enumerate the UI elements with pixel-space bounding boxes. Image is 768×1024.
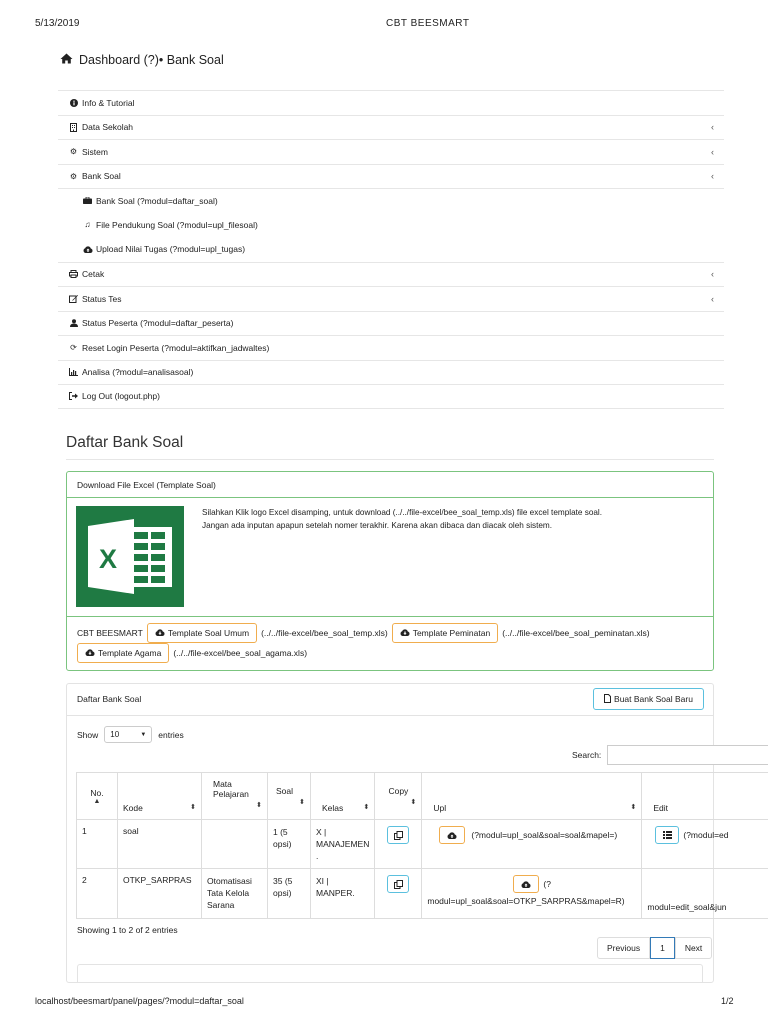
cell-text: XI | [316, 876, 329, 886]
sort-icon: ⬍ [630, 804, 637, 811]
cell-text: Tata Kelola [207, 888, 250, 898]
column-header-label: Kode [123, 803, 143, 813]
cell-text: . [316, 851, 319, 861]
cell-text: 35 (5 [273, 876, 293, 886]
menu-item-bank-soal[interactable] [58, 164, 724, 189]
col-soal[interactable] [268, 773, 311, 820]
sort-icon: ⬍ [299, 799, 305, 806]
submenu-item-file-pendukung[interactable] [58, 213, 724, 238]
cloud-download-icon [155, 628, 165, 638]
col-upl[interactable] [422, 773, 642, 820]
column-header-label: Copy [388, 786, 409, 796]
app-label: CBT BEESMART [77, 628, 143, 638]
menu-label: Info & Tutorial [82, 97, 135, 108]
cell-kelas [311, 869, 375, 919]
excel-logo-letter: X [99, 544, 118, 574]
edit-icon [68, 295, 79, 303]
building-icon [68, 123, 79, 132]
download-info-line2: Jangan ada inputan apapun setelah nomer terakhir. Karena akan dibaca dan diacak oleh sistem. [202, 520, 553, 530]
cell-no: 2 [77, 869, 118, 919]
template-umum-path: (../../file-excel/bee_soal_temp.xls) [261, 628, 388, 638]
download-info-line1: Silahkan Klik logo Excel disamping, untuk download (../../file-excel/bee_soal_temp.xls) file excel template soal. [202, 508, 603, 517]
menu-label: Upload Nilai Tugas (?modul=upl_tugas) [96, 244, 246, 255]
pagination [597, 937, 712, 959]
menu-label: Bank Soal [82, 171, 121, 182]
refresh-icon: ⟳ [70, 343, 77, 353]
template-peminatan-button[interactable] [392, 623, 499, 643]
menu-item-cetak[interactable] [58, 262, 724, 287]
chevron-left-icon: ‹ [711, 171, 714, 182]
cell-mapel [202, 869, 268, 919]
gear-icon: ⚙ [69, 171, 78, 181]
cell-kelas [311, 820, 375, 869]
cell-edit [642, 820, 768, 869]
column-header-label: Kelas [322, 803, 344, 813]
print-url: localhost/beesmart/panel/pages/?modul=daftar_soal [35, 996, 244, 1006]
button-label: Template Agama [98, 648, 162, 658]
copy-icon [394, 831, 403, 840]
divider [66, 616, 714, 617]
user-icon [68, 319, 79, 327]
search-input[interactable] [607, 745, 768, 765]
sort-icon: ⬍ [410, 799, 417, 806]
menu-label: Log Out (logout.php) [82, 391, 160, 402]
sort-icon: ⬍ [256, 802, 262, 809]
column-header-label: Edit [653, 803, 669, 813]
submenu-item-upload-nilai[interactable] [58, 237, 724, 262]
chevron-left-icon: ‹ [711, 146, 714, 157]
section-title: Daftar Bank Soal [66, 434, 184, 451]
chevron-left-icon: ‹ [711, 293, 714, 304]
template-soal-umum-button[interactable] [147, 623, 257, 643]
cell-text: MANAJEMEN [316, 839, 370, 849]
breadcrumb [60, 53, 224, 67]
button-label: Buat Bank Soal Baru [614, 694, 693, 704]
column-header-label: Pelajaran [213, 789, 249, 799]
search-label: Search: [572, 750, 602, 760]
column-header-label: No. [90, 787, 104, 798]
entries-select[interactable] [104, 726, 152, 743]
menu-label: Bank Soal (?modul=daftar_soal) [96, 195, 218, 206]
cell-text: Otomatisasi [207, 876, 252, 886]
table-info: Showing 1 to 2 of 2 entries [77, 925, 178, 935]
nav-menu [58, 90, 724, 409]
menu-label: Analisa (?modul=analisasoal) [82, 367, 194, 378]
chevron-left-icon: ‹ [711, 269, 714, 280]
menu-label: Reset Login Peserta (?modul=aktifkan_jadwaltes) [82, 342, 270, 353]
menu-item-reset-login[interactable] [58, 335, 724, 360]
menu-item-info[interactable] [58, 90, 724, 115]
music-icon: ♫ [84, 220, 91, 230]
print-date: 5/13/2019 [35, 18, 80, 29]
menu-item-analisa[interactable] [58, 360, 724, 385]
entries-label: entries [158, 729, 184, 740]
menu-item-logout[interactable] [58, 384, 724, 409]
cell-upl [422, 869, 642, 919]
cell-soal [268, 820, 311, 869]
new-bank-soal-button[interactable] [593, 688, 704, 710]
template-agama-path: (../../file-excel/bee_soal_agama.xls) [173, 648, 308, 658]
cell-text: 1 (5 [273, 827, 288, 837]
cell-no: 1 [77, 820, 118, 869]
excel-logo-icon[interactable] [76, 506, 184, 607]
menu-item-status-peserta[interactable] [58, 311, 724, 336]
bank-soal-table [76, 772, 768, 919]
show-label: Show [77, 729, 99, 740]
col-edit[interactable] [642, 773, 768, 820]
cell-text: X | [316, 827, 327, 837]
copy-icon [394, 880, 403, 889]
cell-edit [642, 869, 768, 919]
upload-link-text[interactable]: modul=upl_soal&soal=OTKP_SARPRAS&mapel=R) [427, 896, 625, 906]
column-header-label: Upl [433, 803, 447, 813]
pagination-next[interactable]: Next [675, 937, 712, 959]
template-agama-button[interactable] [77, 643, 169, 663]
logout-icon [68, 392, 79, 400]
cell-mapel [202, 820, 268, 869]
bank-soal-panel-title: Daftar Bank Soal [77, 694, 142, 704]
pagination-page[interactable]: 1 [650, 937, 675, 959]
template-peminatan-path: (../../file-excel/bee_soal_peminatan.xls) [502, 628, 650, 638]
chart-icon [68, 368, 79, 376]
next-panel [77, 964, 703, 983]
cell-copy [375, 869, 422, 919]
upload-link-text[interactable]: (?modul=upl_soal&soal=soal&mapel=) [471, 830, 618, 840]
col-kelas[interactable] [311, 773, 375, 820]
cell-kode: soal [118, 820, 202, 869]
cloud-upload-icon [82, 246, 93, 253]
cloud-upload-icon [447, 832, 457, 839]
menu-label: Sistem [82, 146, 108, 157]
table-row [77, 869, 768, 919]
print-icon [68, 270, 79, 278]
info-icon [68, 99, 79, 107]
copy-button[interactable] [387, 875, 409, 893]
col-kode[interactable] [118, 773, 202, 820]
sort-icon: ⬍ [190, 804, 196, 811]
copy-button[interactable] [387, 826, 409, 844]
col-no[interactable] [77, 773, 118, 820]
menu-label: File Pendukung Soal (?modul=upl_filesoal) [96, 219, 258, 230]
edit-link-text[interactable]: (?modul=ed [683, 830, 729, 840]
home-icon [60, 53, 73, 67]
cloud-download-icon [400, 628, 410, 638]
chevron-left-icon: ‹ [711, 122, 714, 133]
pagination-previous[interactable]: Previous [597, 937, 650, 959]
menu-label: Cetak [82, 269, 105, 280]
file-icon [604, 694, 611, 705]
entries-select-value: 10 [110, 730, 120, 739]
cell-text: Sarana [207, 900, 235, 910]
cell-copy [375, 820, 422, 869]
download-panel-header: Download File Excel (Template Soal) [67, 472, 713, 498]
list-icon [663, 831, 672, 839]
col-copy[interactable] [375, 773, 422, 820]
cell-text: MANPER. [316, 888, 355, 898]
divider [66, 459, 714, 460]
caret-down-icon: ▼ [140, 731, 147, 738]
cloud-download-icon [85, 648, 95, 658]
print-title: CBT BEESMART [386, 18, 470, 29]
cell-text: opsi) [273, 839, 292, 849]
upload-soal-button[interactable] [513, 875, 539, 893]
briefcase-icon [82, 197, 93, 204]
sort-asc-icon: ▲ [93, 797, 101, 805]
column-header-label: Mata [213, 779, 232, 789]
upload-soal-button[interactable] [439, 826, 465, 844]
cell-text: opsi) [273, 888, 292, 898]
cell-soal [268, 869, 311, 919]
menu-label: Status Tes [82, 293, 122, 304]
col-mapel[interactable] [202, 773, 268, 820]
menu-item-sistem[interactable] [58, 139, 724, 164]
submenu-item-daftar-soal[interactable] [58, 188, 724, 213]
button-label: Template Soal Umum [167, 628, 250, 638]
column-header-label: Soal [276, 786, 294, 796]
table-row [77, 820, 768, 869]
menu-label: Data Sekolah [82, 122, 134, 133]
cell-upl [422, 820, 642, 869]
print-page: 1/2 [721, 996, 734, 1006]
menu-item-data-sekolah[interactable] [58, 115, 724, 140]
breadcrumb-text[interactable]: Dashboard (?)• Bank Soal [79, 53, 224, 67]
menu-item-status-tes[interactable] [58, 286, 724, 311]
cell-kode: OTKP_SARPRAS [118, 869, 202, 919]
upload-link-text[interactable]: (? [543, 879, 551, 889]
button-label: Template Peminatan [412, 628, 491, 638]
sort-icon: ⬍ [363, 804, 370, 811]
cogs-icon: ⚙ [69, 147, 78, 157]
cloud-upload-icon [521, 881, 531, 888]
edit-soal-button[interactable] [655, 826, 679, 844]
menu-label: Status Peserta (?modul=daftar_peserta) [82, 318, 234, 329]
edit-link-text[interactable]: modul=edit_soal&jun [647, 902, 727, 912]
